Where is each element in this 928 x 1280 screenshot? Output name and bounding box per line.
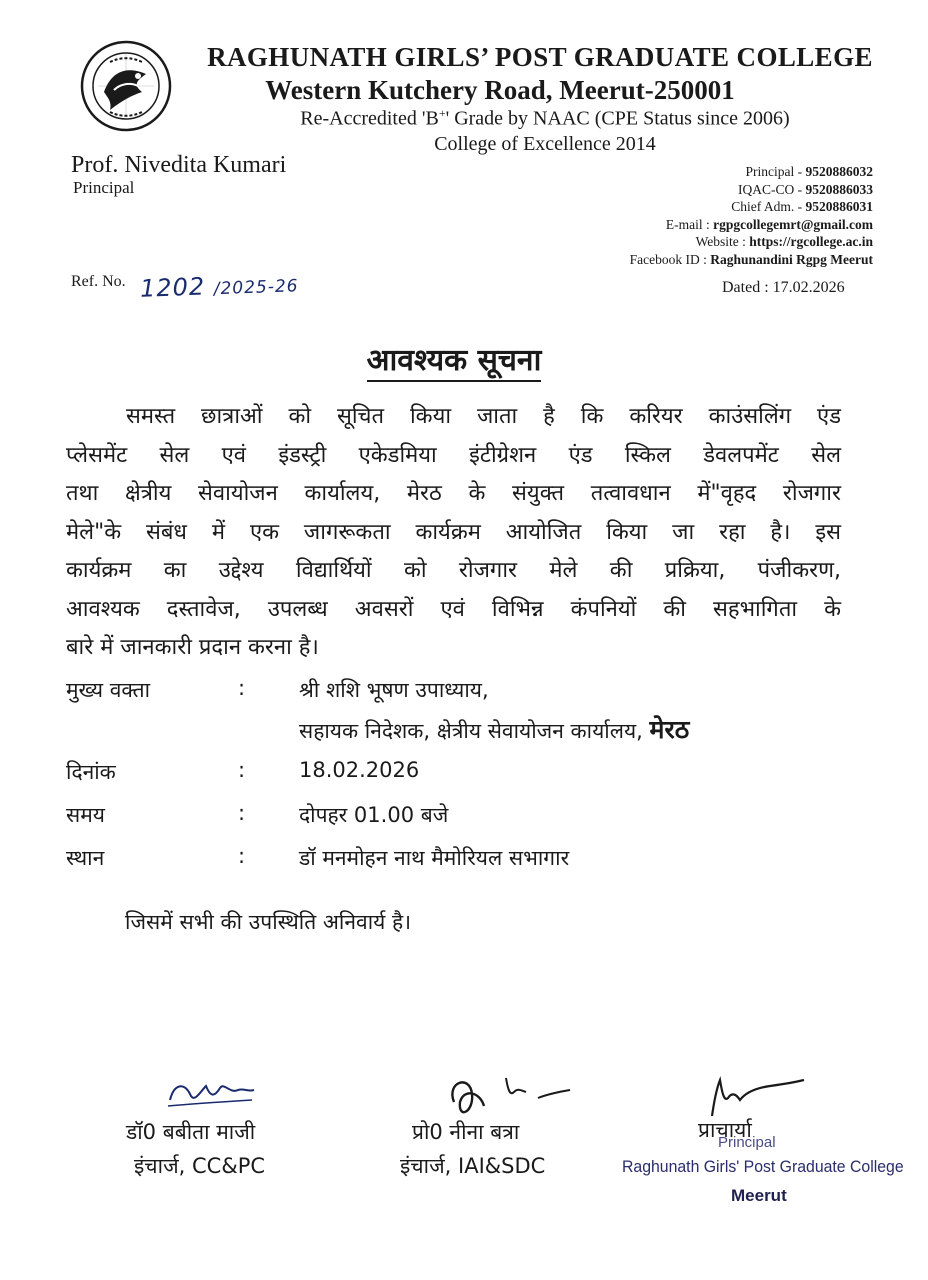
- venue-value: डॉ मनमोहन नाथ मैमोरियल सभागार: [299, 846, 570, 870]
- notice-body: [66, 398, 841, 668]
- college-name: RAGHUNATH GIRLS’ POST GRADUATE COLLEGE: [207, 42, 873, 72]
- stamp-college-name: Raghunath Girls' Post Graduate College: [622, 1157, 904, 1176]
- stamp-principal-title: Principal: [718, 1134, 776, 1151]
- date-label: दिनांक: [66, 760, 116, 784]
- speaker-label: मुख्य वक्ता: [66, 678, 151, 702]
- signatory-role: इंचार्ज, CC&PC: [134, 1154, 266, 1178]
- website-line: Website : https://rgcollege.ac.in: [695, 234, 873, 249]
- body-line: समस्त छात्राओं को सूचित किया जाता है कि करियर काउंसलिंग एंड: [126, 404, 841, 429]
- signatory-name: डॉ0 बबीता माजी: [126, 1120, 256, 1144]
- speaker-city-handwritten: मेरठ: [649, 715, 690, 744]
- notice-title: आवश्यक सूचना: [0, 338, 908, 379]
- time-label: समय: [66, 803, 105, 827]
- body-line: कार्यक्रम का उद्देश्य विद्यार्थियों को रोजगार मेले की प्रक्रिया, पंजीकरण,: [66, 558, 841, 583]
- email-line: E-mail : rgpgcollegemrt@gmail.com: [665, 216, 873, 232]
- signatory-role: इंचार्ज, IAI&SDC: [400, 1154, 546, 1178]
- stamp-city: Meerut: [731, 1186, 787, 1205]
- dated-line: Dated : 17.02.2026: [722, 279, 845, 296]
- time-value: दोपहर 01.00 बजे: [299, 803, 449, 827]
- facebook-line: Facebook ID : Raghunandini Rgpg Meerut: [629, 251, 873, 267]
- college-logo-seal: [80, 40, 172, 132]
- body-line: प्लेसमेंट सेल एवं इंडस्ट्री एकेडमिया इंटीग्रेशन एंड स्किल डेवलपमेंट सेल: [66, 442, 841, 468]
- signature-principal: [700, 1072, 810, 1122]
- colon: :: [238, 758, 246, 782]
- iqac-phone-line: IQAC-CO - 9520886033: [738, 181, 873, 197]
- principal-phone-line: Principal - 9520886032: [745, 164, 873, 179]
- venue-label: स्थान: [66, 846, 105, 870]
- body-line: मेले"के संबंध में एक जागरूकता कार्यक्रम आयोजित किया जा रहा है। इस: [66, 519, 841, 545]
- colon: :: [238, 844, 246, 868]
- body-line: बारे में जानकारी प्रदान करना है।: [66, 635, 319, 660]
- contact-block: [560, 163, 873, 268]
- principal-name: Prof. Nivedita Kumari: [71, 152, 287, 178]
- signatory-name: प्राचार्या: [698, 1118, 752, 1142]
- date-value: 18.02.2026: [299, 758, 420, 782]
- chief-adm-phone-line: Chief Adm. - 9520886031: [731, 199, 873, 214]
- colon: :: [238, 676, 246, 700]
- signature-babita: [160, 1074, 260, 1114]
- colon: :: [238, 801, 246, 825]
- college-address: Western Kutchery Road, Meerut-250001: [265, 75, 735, 105]
- accreditation-line: Re-Accredited 'B+' Grade by NAAC (CPE Status since 2006): [300, 106, 790, 130]
- principal-title: Principal: [73, 178, 135, 197]
- closing-line: जिसमें सभी की उपस्थिति अनिवार्य है।: [125, 910, 412, 934]
- body-line: आवश्यक दस्तावेज, उपलब्ध अवसरों एवं विभिन्न कंपनियों की सहभागिता के: [66, 596, 841, 622]
- ref-label: Ref. No.: [71, 273, 126, 290]
- body-line: तथा क्षेत्रीय सेवायोजन कार्यालय, मेरठ के संयुक्त तत्वावधान में"वृहद रोजगार: [66, 481, 841, 506]
- speaker-designation: सहायक निदेशक, क्षेत्रीय सेवायोजन कार्यालय, मेरठ: [299, 715, 690, 744]
- signatory-name: प्रो0 नीना बत्रा: [412, 1120, 520, 1144]
- excellence-line: College of Excellence 2014: [434, 133, 656, 155]
- speaker-name: श्री शशि भूषण उपाध्याय,: [299, 678, 489, 702]
- ref-number-handwritten: 1202 /2025-26: [139, 272, 299, 303]
